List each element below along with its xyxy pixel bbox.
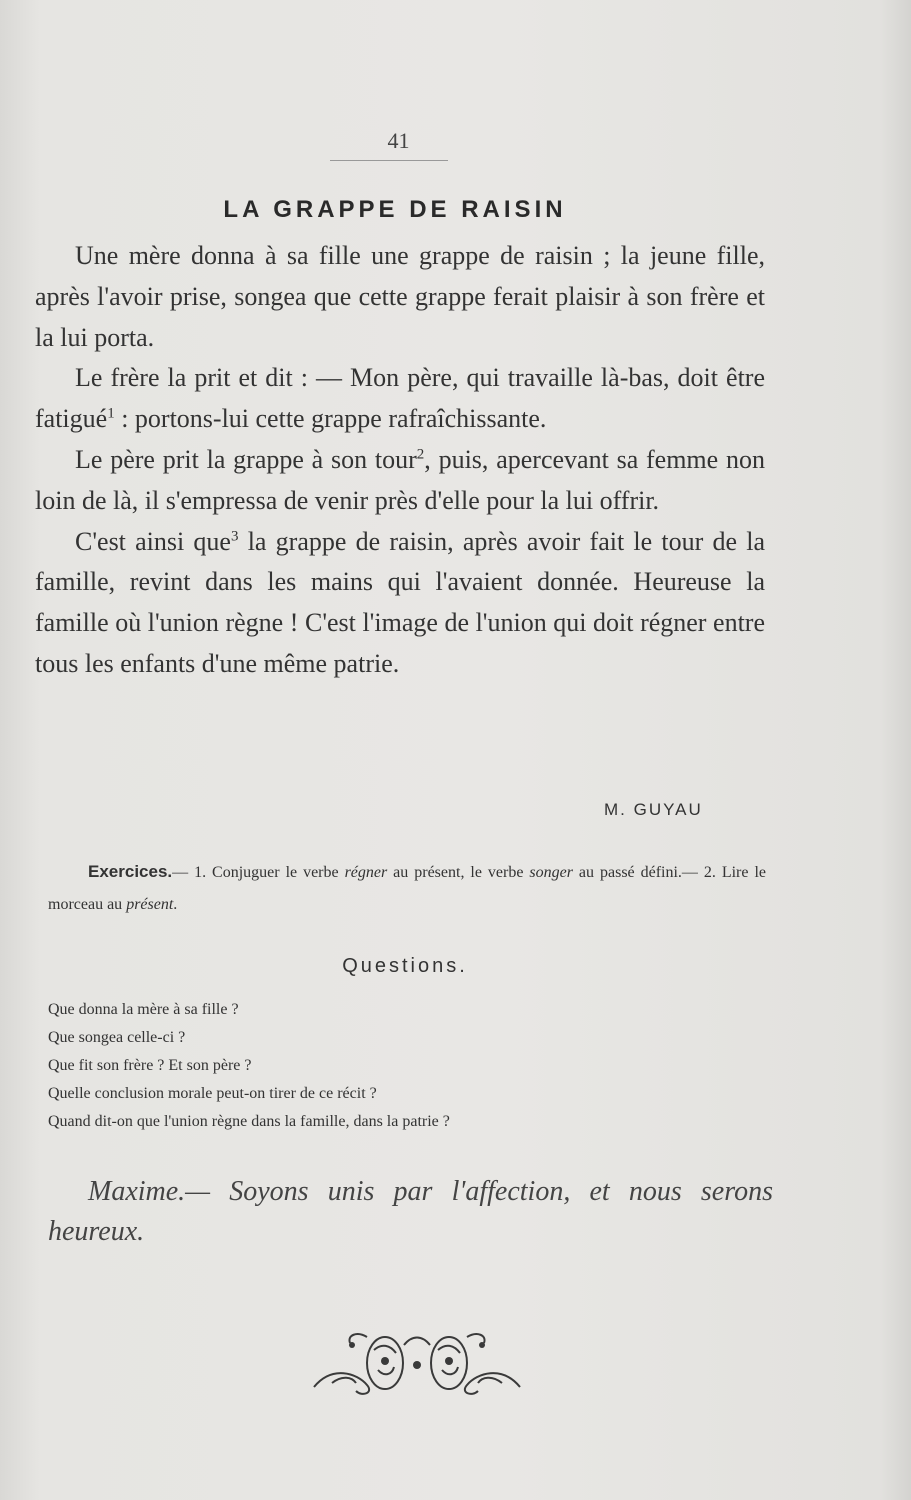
exercises-text-3: au passé défini.— 2. Lire le morceau au <box>48 864 766 913</box>
question-item: Que songea celle-ci ? <box>48 1029 186 1046</box>
paragraph-2-text-a: Le frère la prit et dit : — Mon père, qui travaille là-bas, doit être fatigué <box>35 363 765 434</box>
paragraph-2-text-b: : portons-lui cette grappe rafraîchissante. <box>114 404 547 434</box>
question-item: Quand dit-on que l'union règne dans la famille, dans la patrie ? <box>48 1113 450 1130</box>
paragraph-2 <box>35 358 765 440</box>
footnote-ref-3: 3 <box>230 527 239 544</box>
paragraph-3 <box>35 440 765 522</box>
story-title: LA GRAPPE DE RAISIN <box>223 196 567 223</box>
exercises-verb-1: régner <box>344 864 388 881</box>
paragraph-4-text-a: C'est ainsi que <box>75 526 231 556</box>
header-rule <box>330 160 448 161</box>
questions-list <box>48 996 768 1136</box>
exercises-text-1: — 1. Conjuguer le verbe <box>172 864 345 881</box>
footnote-ref-2: 2 <box>416 446 425 463</box>
story-text <box>35 236 765 685</box>
questions-title: Questions. <box>342 955 468 977</box>
exercises-tense: présent <box>126 896 174 913</box>
exercises-text-2: au présent, le verbe <box>387 864 530 881</box>
paragraph-3-text-a: Le père prit la grappe à son tour <box>75 444 417 474</box>
question-item: Que fit son frère ? Et son père ? <box>48 1057 252 1074</box>
paragraph-4 <box>35 522 765 685</box>
exercises-block <box>48 856 766 921</box>
page-number: 41 <box>387 128 410 153</box>
question-item: Que donna la mère à sa fille ? <box>48 1001 239 1018</box>
exercises-text-4: . <box>173 896 178 913</box>
floral-ornament-icon <box>312 1325 522 1400</box>
exercises-label: Exercices. <box>88 862 173 881</box>
paragraph-4-text-b: la grappe de raisin, après avoir fait le tour de la famille, revint dans les mains qui l'avaient donnée. Heureuse la famille où l'union règne ! C'est l'image de l'union qui doit régner entre tous les enfants d'une même patrie. <box>35 526 765 678</box>
question-item: Quelle conclusion morale peut-on tirer de ce récit ? <box>48 1085 377 1102</box>
paragraph-1: Une mère donna à sa fille une grappe de raisin ; la jeune fille, après l'avoir prise, songea que cette grappe ferait plaisir à son frère et la lui porta. <box>35 241 765 352</box>
exercises-verb-2: songer <box>529 864 573 881</box>
paragraph-3-text-b: , puis, apercevant sa femme non loin de là, il s'empressa de venir près d'elle pour la lui offrir. <box>35 444 765 515</box>
maxim: Maxime.— Soyons unis par l'affection, et nous serons heureux. <box>48 1176 773 1247</box>
footnote-ref-1: 1 <box>107 405 115 422</box>
author-signature: M. GUYAU <box>604 800 703 819</box>
